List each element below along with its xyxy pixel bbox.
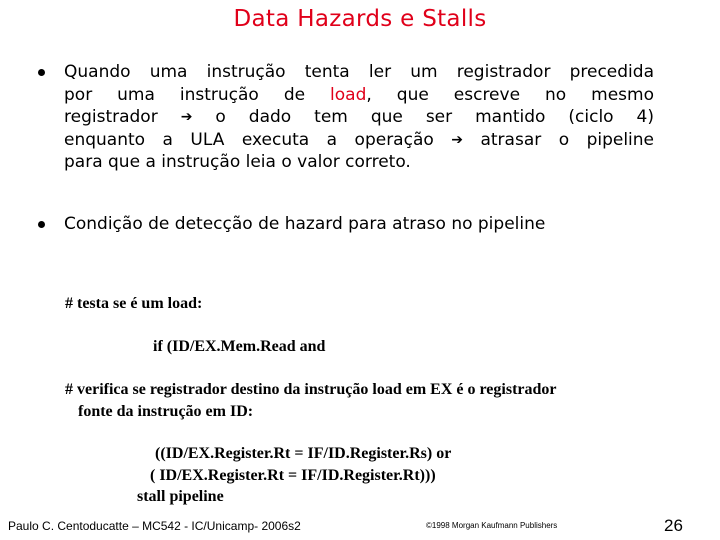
bullet-1-line-5: para que a instrução leia o valor correto. [64,152,411,172]
code-comment-register-cont: fonte da instrução em ID: [78,403,254,420]
footer-copyright: ©1998 Morgan Kaufmann Publishers [426,521,558,530]
arrow-right-icon: ➔ [180,109,193,125]
text-segment: enquanto a ULA executa a operação [64,129,452,150]
text-segment: , que escreve no mesmo [366,84,654,105]
bullet-2-text [64,213,654,236]
code-condition-memread: if (ID/EX.Mem.Read and [153,338,326,355]
text-segment: Condição de detecção de hazard para atraso no pipeline [64,214,546,234]
code-condition-rs: ((ID/EX.Register.Rt = IF/ID.Register.Rs) or [155,445,452,462]
bullet-1-text [64,61,654,174]
text-segment: atrasar o pipeline [480,129,655,150]
bullet-dot [38,69,45,76]
page-number: 26 [664,516,683,535]
bullet-1-line-2 [64,84,654,107]
code-comment-load: # testa se é um load: [65,295,203,312]
bullet-1-line-4 [64,129,654,152]
arrow-right-icon: ➔ [451,131,463,148]
bullet-dot [38,221,45,228]
text-segment: o dado tem que ser mantido (ciclo 4) [215,107,655,127]
code-stall-action: stall pipeline [137,488,224,505]
footer-author: Paulo C. Centoducatte – MC542 - IC/Unicamp- 2006s2 [8,519,301,533]
text-segment: registrador [64,107,181,127]
load-keyword: load [330,84,367,105]
code-comment-register: # verifica se registrador destino da instrução load em EX é o registrador [65,381,557,398]
bullet-1-line-1: Quando uma instrução tenta ler um registrador precedida [64,62,654,82]
code-condition-rt: ( ID/EX.Register.Rt = IF/ID.Register.Rt))) [150,467,436,484]
bullet-1-line-3 [64,106,654,129]
slide-title: Data Hazards e Stalls [233,6,487,32]
text-segment: por uma instrução de [64,84,331,105]
